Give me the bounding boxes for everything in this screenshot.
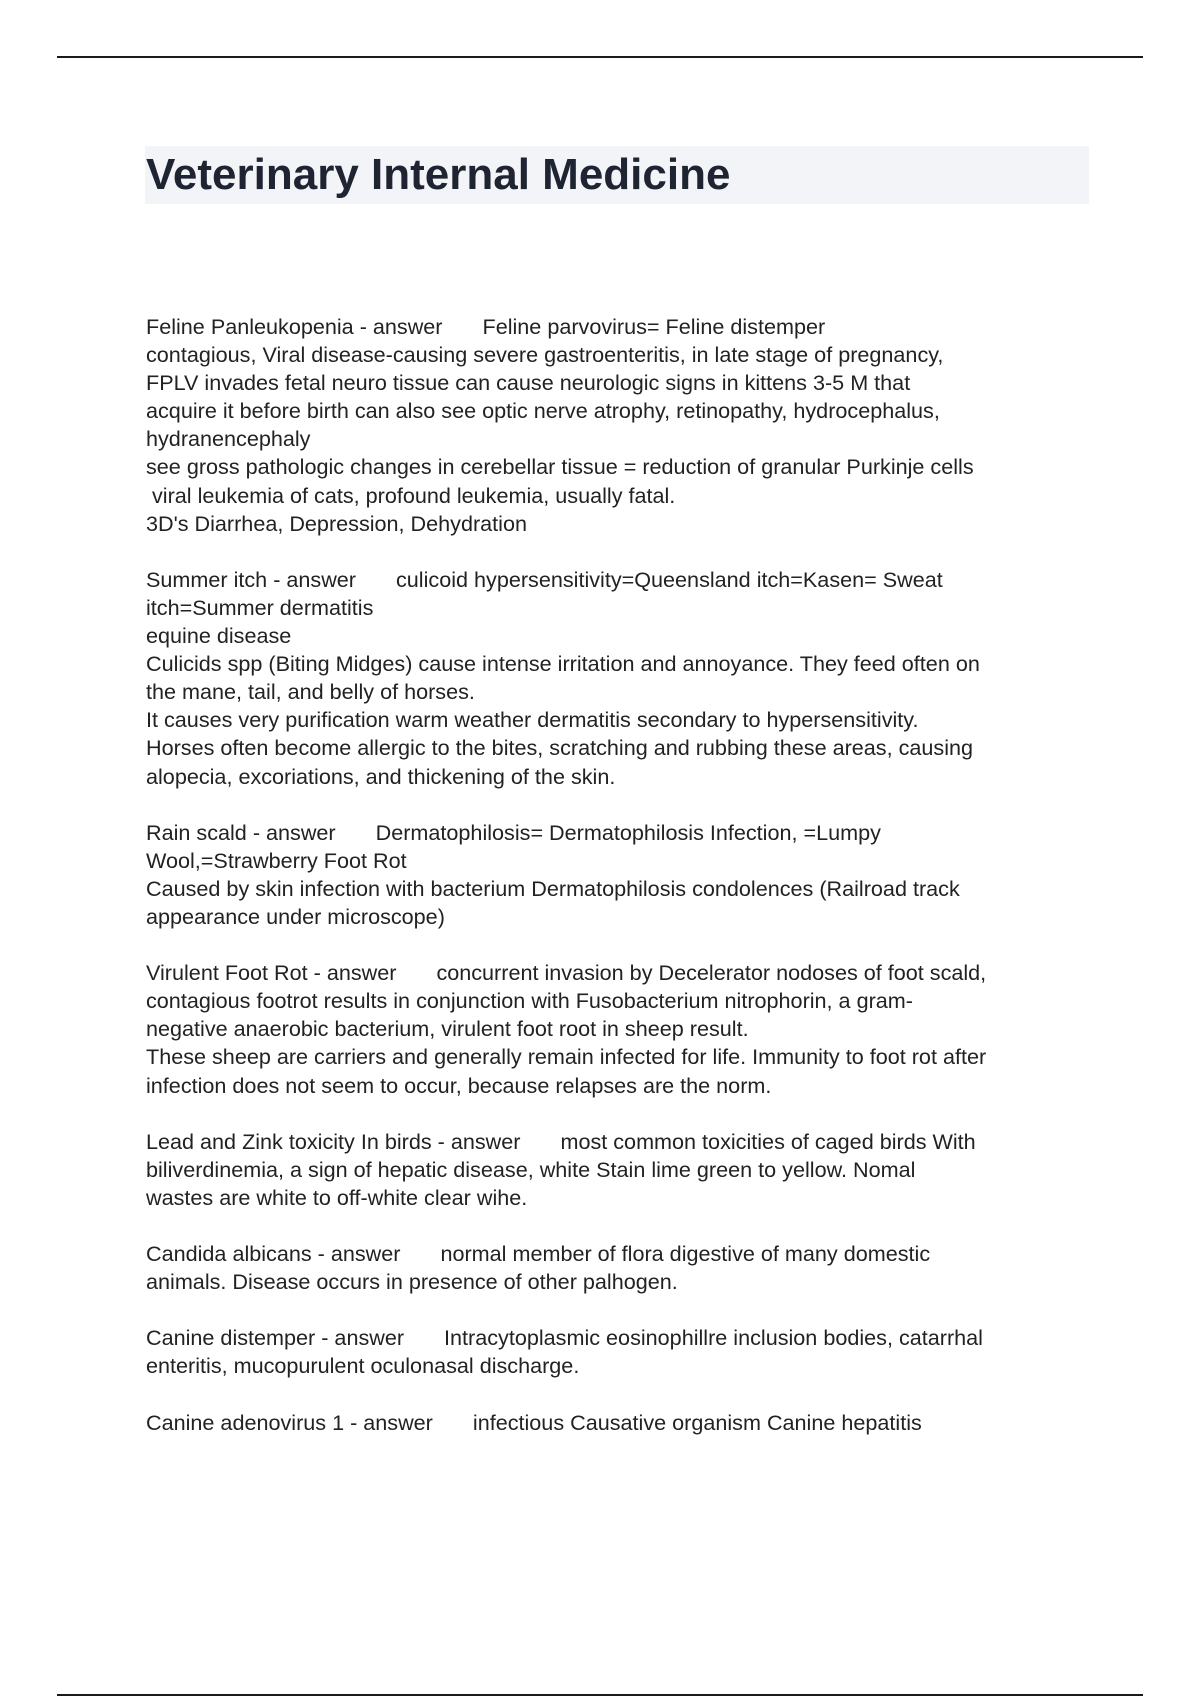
- entry-line: Wool,=Strawberry Foot Rot: [146, 847, 407, 873]
- entry-line: FPLV invades fetal neuro tissue can cause neurologic signs in kittens 3-5 M that: [146, 370, 911, 396]
- entry-answer-start: concurrent invasion by Decelerator nodoses of foot scald,: [436, 960, 987, 986]
- entry-line: Caused by skin infection with bacterium Dermatophilosis condolences (Railroad track: [146, 875, 960, 901]
- page-title: Veterinary Internal Medicine: [146, 150, 731, 199]
- entry: [146, 819, 1091, 931]
- top-rule: [57, 56, 1143, 58]
- entry-line: hydranencephaly: [146, 426, 311, 452]
- entry-line: Culicids spp (Biting Midges) cause intense irritation and annoyance. They feed often on: [146, 651, 980, 677]
- entry-line: infection does not seem to occur, because relapses are the norm.: [146, 1072, 772, 1098]
- entry-line: These sheep are carriers and generally remain infected for life. Immunity to foot rot after: [146, 1044, 987, 1070]
- entry: [146, 1240, 1091, 1296]
- entry-term: Summer itch - answer: [146, 566, 356, 592]
- entry-term: Candida albicans - answer: [146, 1241, 401, 1267]
- entry-line: It causes very purification warm weather dermatitis secondary to hypersensitivity.: [146, 707, 919, 733]
- entry-first-line: [146, 1240, 1091, 1268]
- entry-first-line: [146, 566, 1091, 594]
- entry-line: animals. Disease occurs in presence of other palhogen.: [146, 1269, 678, 1295]
- entry-term: Feline Panleukopenia - answer: [146, 314, 443, 339]
- entry-line: wastes are white to off-white clear wihe.: [146, 1184, 528, 1210]
- entry-answer-start: normal member of flora digestive of many domestic: [440, 1241, 931, 1267]
- entry-first-line: [146, 1324, 1091, 1352]
- entry: [146, 959, 1091, 1099]
- entry: [146, 313, 1091, 538]
- entry-answer-start: Feline parvovirus= Feline distemper: [482, 314, 826, 339]
- entry-first-line: [146, 1128, 1091, 1156]
- entry-answer-start: culicoid hypersensitivity=Queensland itch=Kasen= Sweat: [396, 566, 943, 592]
- entry-line: contagious, Viral disease-causing severe gastroenteritis, in late stage of pregnancy,: [146, 342, 944, 368]
- entry-line: the mane, tail, and belly of horses.: [146, 679, 475, 705]
- entry-line: appearance under microscope): [146, 903, 445, 929]
- entry-answer-start: infectious Causative organism Canine hepatitis: [472, 1409, 922, 1435]
- entry-line: see gross pathologic changes in cerebellar tissue = reduction of granular Purkinje cells: [146, 454, 974, 480]
- entry: [146, 1409, 1091, 1437]
- entry-answer-start: Dermatophilosis= Dermatophilosis Infection, =Lumpy: [375, 819, 881, 845]
- entry-answer-start: most common toxicities of caged birds With: [560, 1128, 976, 1154]
- entry-term: Virulent Foot Rot - answer: [146, 960, 397, 986]
- entry-first-line: [146, 1409, 1091, 1437]
- entry-term: Canine adenovirus 1 - answer: [146, 1409, 433, 1435]
- entry-line: enteritis, mucopurulent oculonasal discharge.: [146, 1353, 580, 1379]
- entry-term: Lead and Zink toxicity In birds - answer: [146, 1128, 521, 1154]
- entry-line: equine disease: [146, 623, 292, 649]
- entry: [146, 1128, 1091, 1212]
- entries: [146, 313, 1091, 1465]
- entry-line: itch=Summer dermatitis: [146, 594, 374, 620]
- bottom-rule: [57, 1694, 1143, 1696]
- entry-line: contagious footrot results in conjunction with Fusobacterium nitrophorin, a gram-: [146, 988, 913, 1014]
- entry-term: Canine distemper - answer: [146, 1325, 405, 1351]
- entry: [146, 1324, 1091, 1380]
- entry-term: Rain scald - answer: [146, 819, 336, 845]
- entry-first-line: [146, 959, 1091, 987]
- entry-first-line: [146, 819, 1091, 847]
- entry-line: negative anaerobic bacterium, virulent foot root in sheep result.: [146, 1016, 749, 1042]
- entry-answer-start: Intracytoplasmic eosinophillre inclusion bodies, catarrhal: [444, 1325, 983, 1351]
- entry-line: Horses often become allergic to the bites, scratching and rubbing these areas, causing: [146, 735, 974, 761]
- entry-line: acquire it before birth can also see optic nerve atrophy, retinopathy, hydrocephalus,: [146, 398, 940, 424]
- entry-line: biliverdinemia, a sign of hepatic disease, white Stain lime green to yellow. Nomal: [146, 1156, 916, 1182]
- entry: [146, 566, 1091, 791]
- entry-line: viral leukemia of cats, profound leukemia, usually fatal.: [146, 482, 676, 508]
- entry-line: 3D's Diarrhea, Depression, Dehydration: [146, 510, 527, 536]
- entry-line: alopecia, excoriations, and thickening of the skin.: [146, 763, 616, 789]
- entry-first-line: [146, 313, 1091, 341]
